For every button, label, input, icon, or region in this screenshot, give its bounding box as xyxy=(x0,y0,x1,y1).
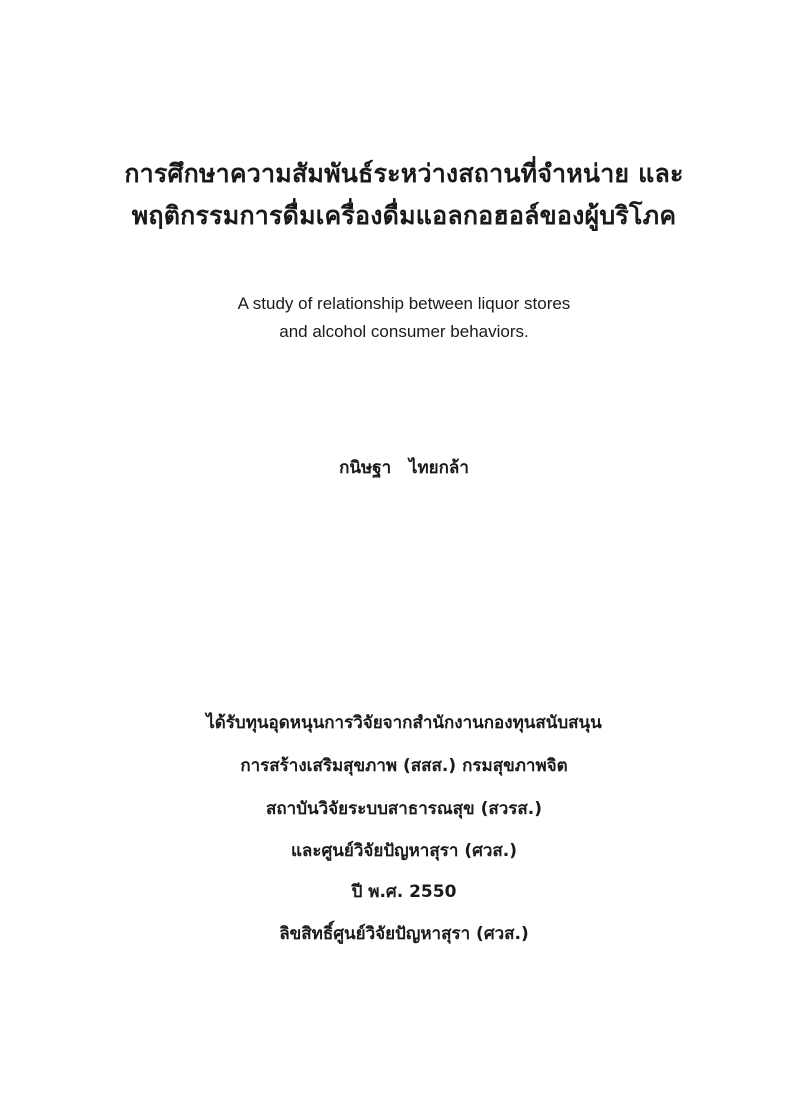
thai-title-line-2: พฤติกรรมการดื่มเครื่องดื่มแอลกอฮอล์ของผู้บริโภค xyxy=(131,201,677,230)
copyright-notice: ลิขสิทธิ์ศูนย์วิจัยปัญหาสุรา (ศวส.) xyxy=(279,924,529,944)
funding-line-3: สถาบันวิจัยระบบสาธารณสุข (สวรส.) xyxy=(265,799,543,819)
english-title-line-1: A study of relationship between liquor stores xyxy=(237,294,571,313)
thai-title-line-1: การศึกษาความสัมพันธ์ระหว่างสถานที่จำหน่าย และ xyxy=(124,159,684,188)
funding-line-2: การสร้างเสริมสุขภาพ (สสส.) กรมสุขภาพจิต xyxy=(240,756,568,776)
publication-year: ปี พ.ศ. 2550 xyxy=(351,882,457,902)
author-name: กนิษฐา ไทยกล้า xyxy=(339,458,469,478)
funding-line-4: และศูนย์วิจัยปัญหาสุรา (ศวส.) xyxy=(290,841,518,861)
funding-line-1: ได้รับทุนอุดหนุนการวิจัยจากสำนักงานกองทุนสนับสนุน xyxy=(206,713,602,733)
english-title-line-2: and alcohol consumer behaviors. xyxy=(279,322,529,341)
